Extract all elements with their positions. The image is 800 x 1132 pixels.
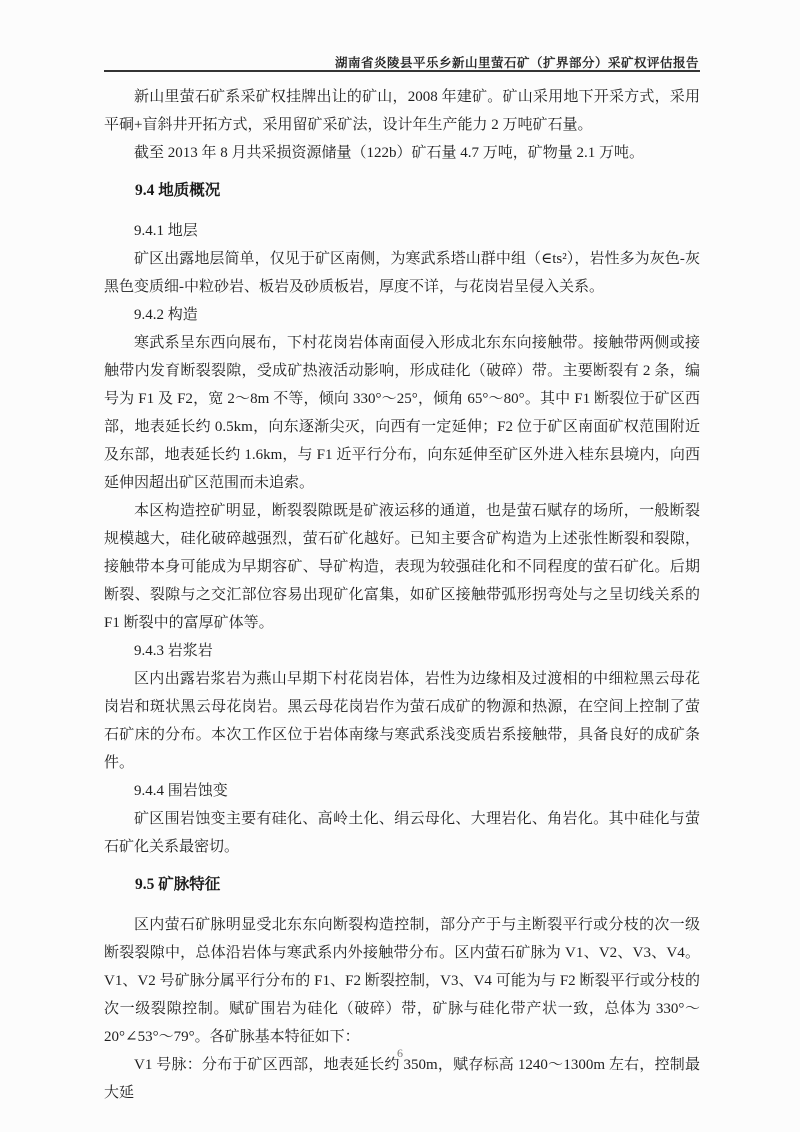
subsection-heading-9-4-4-wall-rock-alteration: 9.4.4 围岩蚀变	[134, 783, 228, 799]
header-rule-divider	[104, 70, 700, 72]
page-number: 6	[397, 1046, 403, 1060]
paragraph-vein-v1: V1 号脉：分布于矿区西部，地表延长约 350m，赋存标高 1240～1300m 左右，控制最大延	[104, 1057, 700, 1101]
subsection-heading-9-4-1-stratum: 9.4.1 地层	[134, 223, 198, 239]
section-heading-9-4-geology-overview: 9.4 地质概况	[135, 182, 221, 199]
subsection-heading-9-4-3-magmatic-rock: 9.4.3 岩浆岩	[134, 643, 213, 659]
paragraph-reserve-consumed: 截至 2013 年 8 月共采损资源储量（122b）矿石量 4.7 万吨，矿物量 2.1 万吨。	[134, 145, 645, 161]
document-body	[104, 83, 700, 1107]
paragraph-mine-overview: 新山里萤石矿系采矿权挂牌出让的矿山，2008 年建矿。矿山采用地下开采方式，采用平硐+盲斜井开拓方式，采用留矿采矿法，设计年生产能力 2 万吨矿石量。	[104, 89, 700, 133]
paragraph-structure-ore-control: 本区构造控矿明显，断裂裂隙既是矿液运移的通道，也是萤石赋存的场所，一般断裂规模越大，硅化破碎越强烈，萤石矿化越好。已知主要含矿构造为上述张性断裂和裂隙，接触带本身可能成为早期容矿、导矿构造，表现为较强硅化和不同程度的萤石矿化。后期断裂、裂隙与之交汇部位容易出现矿化富集，如矿区接触带弧形拐弯处与之呈切线关系的 F1 断裂中的富厚矿体等。	[104, 503, 700, 631]
paragraph-wall-rock-alteration: 矿区围岩蚀变主要有硅化、高岭土化、绢云母化、大理岩化、角岩化。其中硅化与萤石矿化关系最密切。	[104, 811, 700, 855]
running-header-title: 湖南省炎陵县平乐乡新山里萤石矿（扩界部分）采矿权评估报告	[334, 56, 699, 70]
paragraph-magmatic-rock: 区内出露岩浆岩为燕山早期下村花岗岩体，岩性为边缘相及过渡相的中细粒黑云母花岗岩和斑状黑云母花岗岩。黑云母花岗岩作为萤石成矿的物源和热源，在空间上控制了萤石矿床的分布。本次工作区位于岩体南缘与寒武系浅变质岩系接触带，具备良好的成矿条件。	[104, 671, 700, 771]
paragraph-structure-faults: 寒武系呈东西向展布，下村花岗岩体南面侵入形成北东东向接触带。接触带两侧或接触带内发育断裂裂隙，受成矿热液活动影响，形成硅化（破碎）带。主要断裂有 2 条，编号为 F1 及 F2，宽 2～8m 不等，倾向 330°～25°，倾角 65°～80°。其中 F1 断裂位于矿区西部，地表延长约 0.5km，向东逐渐尖灭，向西有一定延伸；F2 位于矿区南面矿权范围附近及东部，地表延长约 1.6km，与 F1 近平行分布，向东延伸至矿区外进入桂东县境内，向西延伸因超出矿区范围而未追索。	[104, 335, 700, 491]
paragraph-stratum: 矿区出露地层简单，仅见于矿区南侧，为寒武系塔山群中组（∈ts²），岩性多为灰色-灰黑色变质细-中粒砂岩、板岩及砂质板岩，厚度不详，与花岗岩呈侵入关系。	[104, 251, 700, 295]
paragraph-vein-overview: 区内萤石矿脉明显受北东东向断裂构造控制，部分产于与主断裂平行或分枝的次一级断裂裂隙中，总体沿岩体与寒武系内外接触带分布。区内萤石矿脉为 V1、V2、V3、V4。V1、V2 号矿脉分属平行分布的 F1、F2 断裂控制，V3、V4 可能为与 F2 断裂平行或分枝的次一级裂隙控制。赋矿围岩为硅化（破碎）带，矿脉与硅化带产状一致，总体为 330°～20°∠53°～79°。各矿脉基本特征如下：	[104, 917, 700, 1045]
section-heading-9-5-vein-characteristics: 9.5 矿脉特征	[135, 876, 221, 893]
subsection-heading-9-4-2-structure: 9.4.2 构造	[134, 307, 198, 323]
